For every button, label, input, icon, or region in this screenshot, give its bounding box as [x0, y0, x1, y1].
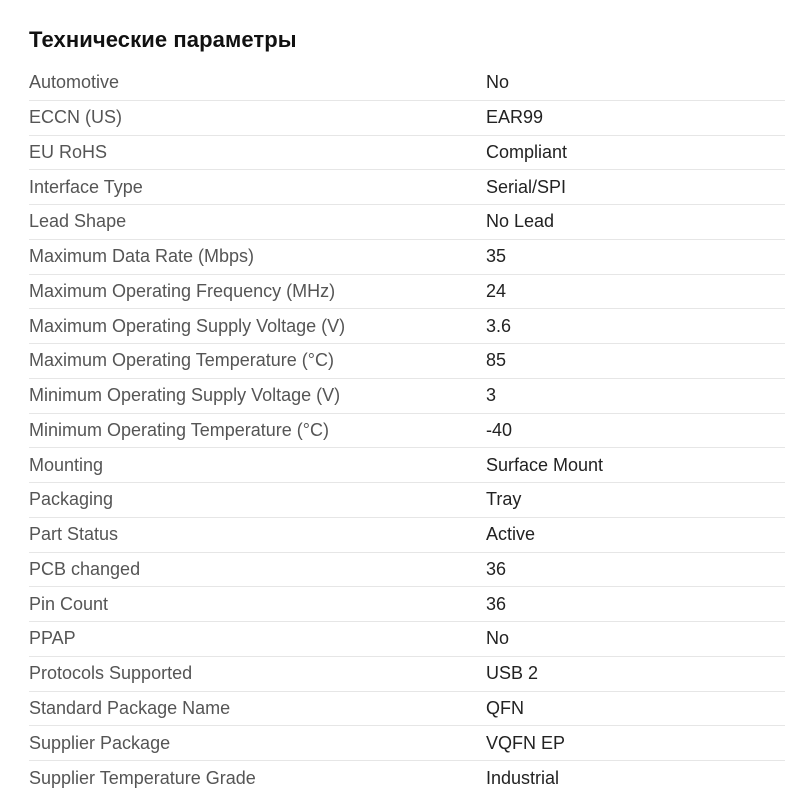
spec-value: 35: [486, 246, 507, 267]
spec-row-part-status: [29, 518, 785, 553]
spec-name: Maximum Operating Frequency (MHz): [29, 280, 336, 301]
spec-value: 24: [486, 280, 507, 301]
spec-value: -40: [486, 419, 513, 440]
spec-name: Pin Count: [29, 593, 109, 614]
spec-row-automotive: [29, 66, 785, 101]
spec-name: Mounting: [29, 454, 104, 475]
spec-value: 3.6: [486, 315, 512, 336]
section-title: Технические параметры: [29, 27, 297, 52]
spec-value: 36: [486, 593, 507, 614]
spec-name: Protocols Supported: [29, 663, 193, 684]
spec-value: 36: [486, 558, 507, 579]
spec-name: Supplier Temperature Grade: [29, 767, 256, 788]
spec-value: Compliant: [486, 141, 568, 162]
spec-row-max-temperature: [29, 344, 785, 379]
spec-row-lead-shape: [29, 205, 785, 240]
spec-value: USB 2: [486, 663, 539, 684]
spec-value: QFN: [486, 697, 524, 718]
spec-row-interface-type: [29, 170, 785, 205]
spec-name: Lead Shape: [29, 211, 127, 232]
spec-name: Automotive: [29, 72, 120, 93]
spec-row-min-temperature: [29, 414, 785, 449]
spec-value: 3: [486, 385, 497, 406]
spec-value: 85: [486, 350, 507, 371]
spec-name: Standard Package Name: [29, 697, 231, 718]
spec-row-min-supply-voltage: [29, 379, 785, 414]
specs-table: [29, 66, 785, 796]
spec-row-max-operating-frequency: [29, 275, 785, 310]
spec-row-pin-count: [29, 587, 785, 622]
technical-specs-section: [29, 0, 785, 796]
spec-value: Active: [486, 524, 536, 545]
spec-row-standard-package-name: [29, 692, 785, 727]
spec-row-supplier-package: [29, 726, 785, 761]
spec-value: EAR99: [486, 107, 544, 128]
spec-row-eu-rohs: [29, 136, 785, 171]
spec-name: Minimum Operating Temperature (°C): [29, 419, 329, 440]
spec-row-eccn: [29, 101, 785, 136]
spec-value: Serial/SPI: [486, 176, 567, 197]
spec-name: Part Status: [29, 524, 119, 545]
spec-name: ECCN (US): [29, 107, 122, 128]
spec-name: Maximum Data Rate (Mbps): [29, 246, 255, 267]
spec-name: Packaging: [29, 489, 114, 510]
spec-row-max-supply-voltage: [29, 309, 785, 344]
spec-value: No: [486, 72, 510, 93]
spec-name: PPAP: [29, 628, 76, 649]
spec-row-ppap: [29, 622, 785, 657]
spec-row-supplier-temperature-grade: [29, 761, 785, 796]
spec-value: No: [486, 628, 510, 649]
spec-value: Industrial: [486, 767, 560, 788]
spec-value: Tray: [486, 489, 522, 510]
spec-name: Interface Type: [29, 176, 143, 197]
spec-row-packaging: [29, 483, 785, 518]
spec-value: No Lead: [486, 211, 555, 232]
spec-value: VQFN EP: [486, 732, 566, 753]
spec-name: Maximum Operating Supply Voltage (V): [29, 315, 346, 336]
spec-name: Supplier Package: [29, 732, 171, 753]
spec-name: EU RoHS: [29, 141, 108, 162]
spec-name: Maximum Operating Temperature (°C): [29, 350, 334, 371]
spec-row-max-data-rate: [29, 240, 785, 275]
spec-row-pcb-changed: [29, 553, 785, 588]
spec-name: PCB changed: [29, 558, 141, 579]
spec-name: Minimum Operating Supply Voltage (V): [29, 385, 341, 406]
spec-value: Surface Mount: [486, 454, 604, 475]
spec-row-protocols-supported: [29, 657, 785, 692]
spec-row-mounting: [29, 448, 785, 483]
